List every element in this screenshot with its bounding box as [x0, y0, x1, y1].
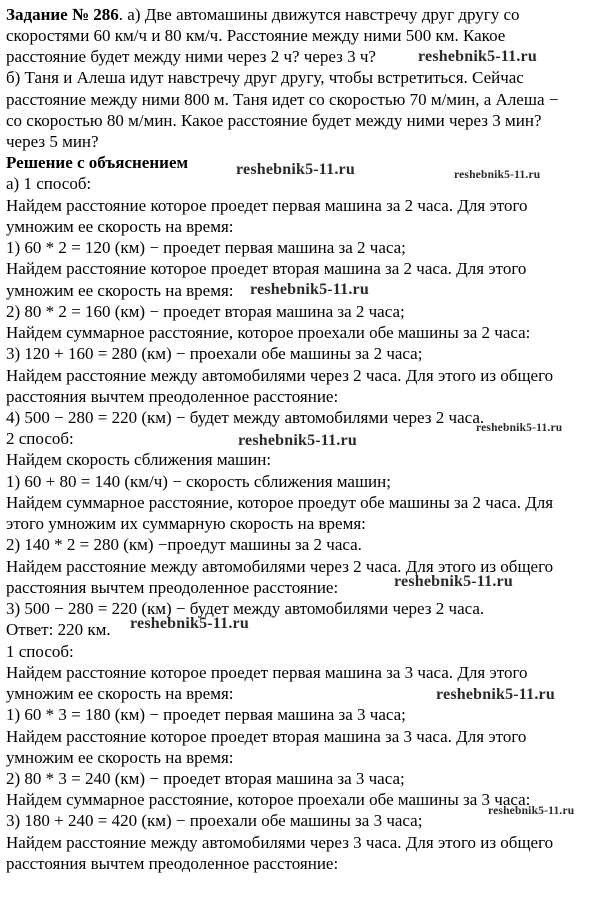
task-line: б) Таня и Алеша идут навстречу друг другу, чтобы встретиться. Сейчас	[6, 68, 524, 87]
solution-line: Найдем расстояние между автомобилями через 2 часа. Для этого из общего	[6, 557, 554, 576]
solution-line: 2) 140 * 2 = 280 (км) −проедут машины за 2 часа.	[6, 535, 362, 554]
solution-line: 2 способ:	[6, 429, 74, 448]
solution-line: а) 1 способ:	[6, 174, 92, 193]
task-text: . а) Две автомашины движутся навстречу друг другу со	[118, 5, 520, 24]
solution-line: умножим ее скорость на время:	[6, 684, 234, 703]
solution-line: расстояния вычтем преодоленное расстояние:	[6, 578, 339, 597]
task-line: скоростями 60 км/ч и 80 км/ч. Расстояние между ними 500 км. Какое	[6, 26, 506, 45]
solution-line: Найдем суммарное расстояние, которое проедут обе машины за 2 часа. Для	[6, 493, 554, 512]
solution-line: Найдем расстояние которое проедет первая машина за 3 часа. Для этого	[6, 663, 528, 682]
solution-line: 1) 60 * 2 = 120 (км) − проедет первая машина за 2 часа;	[6, 238, 406, 257]
solution-line: расстояния вычтем преодоленное расстояние:	[6, 387, 339, 406]
solution-heading: Решение с объяснением	[6, 153, 189, 172]
watermark: reshebnik5-11.ru	[488, 805, 575, 817]
solution-line: 1) 60 + 80 = 140 (км/ч) − скорость сближения машин;	[6, 472, 391, 491]
solution-line: Найдем суммарное расстояние, которое проехали обе машины за 3 часа:	[6, 790, 531, 809]
watermark: reshebnik5-11.ru	[418, 48, 537, 65]
watermark: reshebnik5-11.ru	[236, 161, 355, 178]
solution-line: 3) 180 + 240 = 420 (км) − проехали обе машины за 3 часа;	[6, 811, 423, 830]
solution-line: умножим ее скорость на время:	[6, 281, 234, 300]
solution-line: Найдем скорость сближения машин:	[6, 450, 272, 469]
solution-line: Найдем суммарное расстояние, которое проехали обе машины за 2 часа:	[6, 323, 531, 342]
solution-line: умножим ее скорость на время:	[6, 748, 234, 767]
task-line: со скоростью 80 м/мин. Какое расстояние будет между ними через 3 мин?	[6, 111, 542, 130]
solution-line: 1 способ:	[6, 642, 74, 661]
solution-line: Найдем расстояние которое проедет вторая машина за 2 часа. Для этого	[6, 259, 527, 278]
solution-line: Найдем расстояние между автомобилями через 2 часа. Для этого из общего	[6, 366, 554, 385]
task-line: через 5 мин?	[6, 132, 99, 151]
task-line: расстояние между ними 800 м. Таня идет со скоростью 70 м/мин, а Алеша −	[6, 90, 559, 109]
answer-line: Ответ: 220 км.	[6, 620, 111, 639]
solution-line: 2) 80 * 3 = 240 (км) − проедет вторая машина за 3 часа;	[6, 769, 405, 788]
watermark: reshebnik5-11.ru	[394, 573, 513, 590]
solution-line: 2) 80 * 2 = 160 (км) − проедет вторая машина за 2 часа;	[6, 302, 405, 321]
solution-line: 3) 120 + 160 = 280 (км) − проехали обе машины за 2 часа;	[6, 344, 423, 363]
watermark: reshebnik5-11.ru	[436, 686, 555, 703]
solution-line: умножим ее скорость на время:	[6, 217, 234, 236]
watermark: reshebnik5-11.ru	[454, 169, 541, 181]
solution-line: 1) 60 * 3 = 180 (км) − проедет первая машина за 3 часа;	[6, 705, 406, 724]
solution-line: Найдем расстояние между автомобилями через 3 часа. Для этого из общего	[6, 833, 554, 852]
solution-line: этого умножим их суммарную скорость на время:	[6, 514, 366, 533]
watermark: reshebnik5-11.ru	[250, 281, 369, 298]
solution-line: Найдем расстояние которое проедет первая машина за 2 часа. Для этого	[6, 196, 528, 215]
task-line-1	[6, 4, 520, 25]
watermark: reshebnik5-11.ru	[130, 615, 249, 632]
task-title: Задание № 286	[6, 5, 119, 24]
watermark: reshebnik5-11.ru	[238, 432, 357, 449]
solution-line: расстояния вычтем преодоленное расстояние:	[6, 854, 339, 873]
solution-line: 4) 500 − 280 = 220 (км) − будет между автомобилями через 2 часа.	[6, 408, 485, 427]
watermark: reshebnik5-11.ru	[476, 422, 563, 434]
task-line: расстояние будет между ними через 2 ч? через 3 ч?	[6, 47, 376, 66]
solution-line: 3) 500 − 280 = 220 (км) − будет между автомобилями через 2 часа.	[6, 599, 485, 618]
solution-line: Найдем расстояние которое проедет вторая машина за 3 часа. Для этого	[6, 727, 527, 746]
